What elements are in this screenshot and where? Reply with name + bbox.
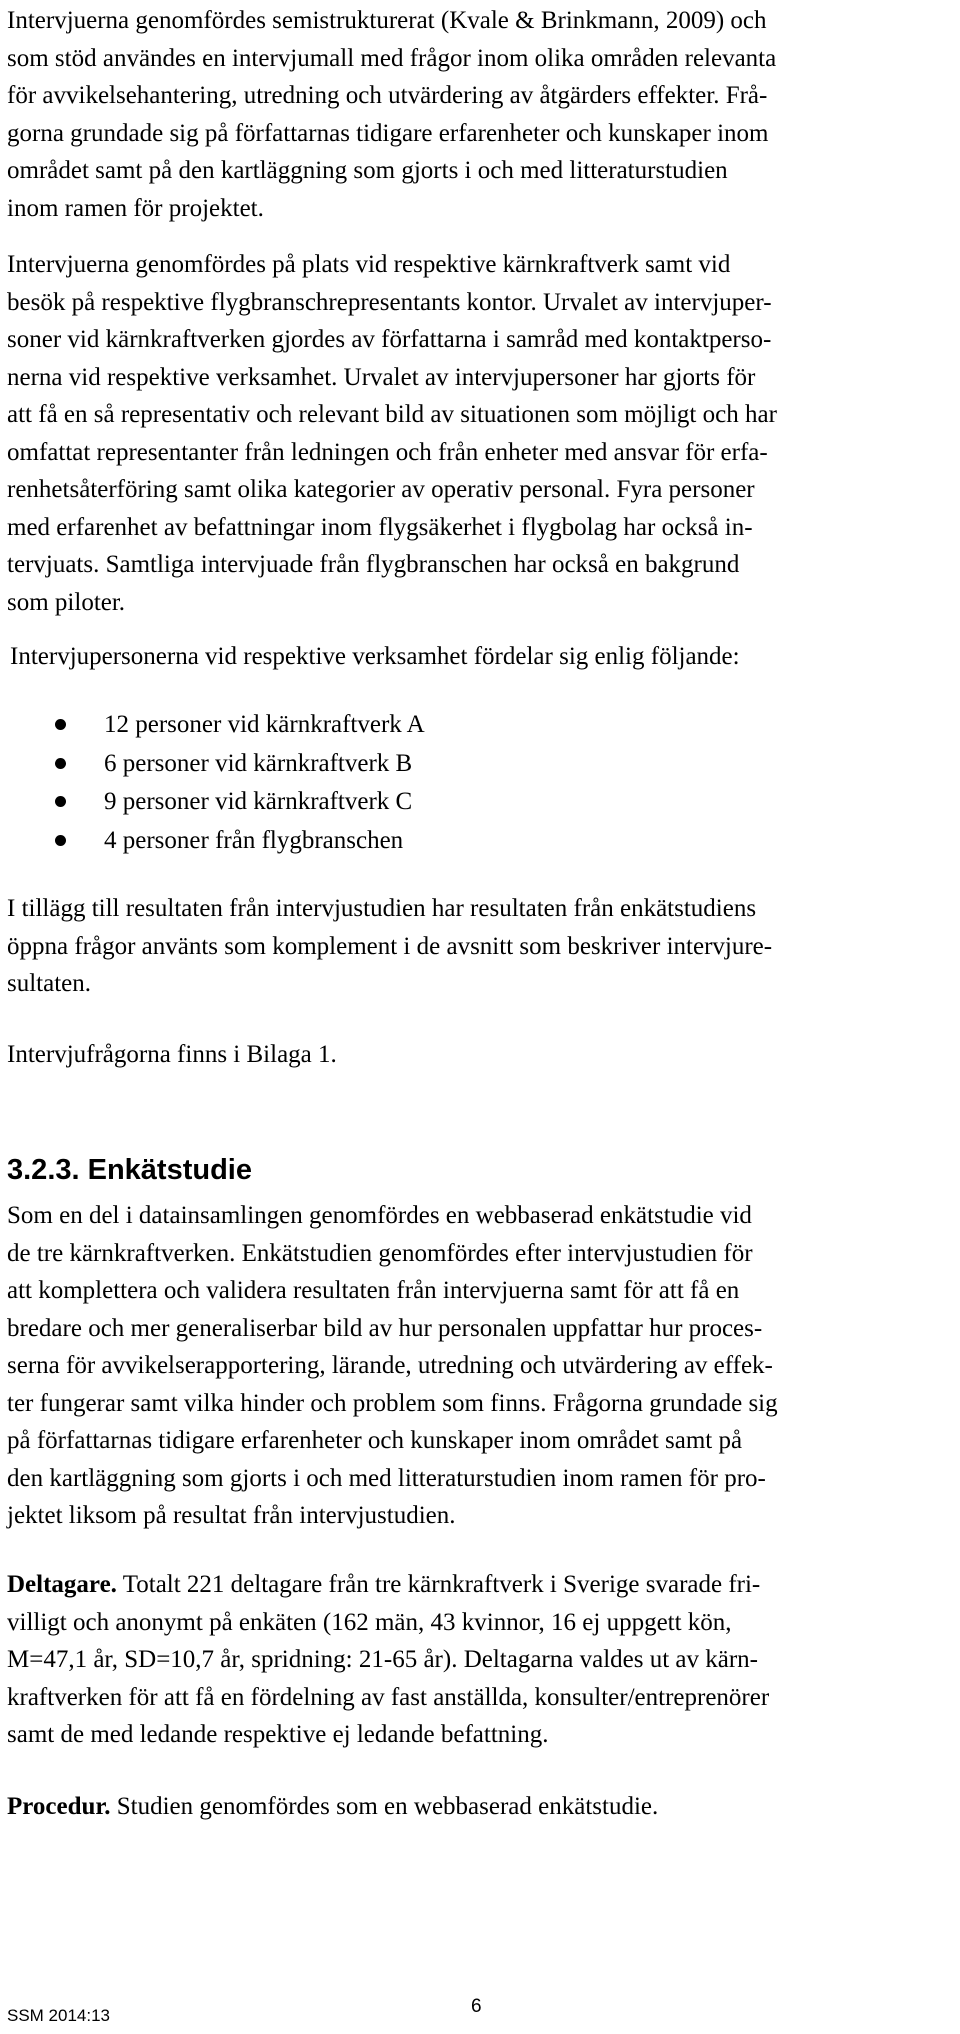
text-line: Procedur. Studien genomfördes som en webbaserad enkätstudie.	[7, 1793, 659, 1820]
text-line: att komplettera och validera resultaten från intervjuerna samt för att få en	[7, 1277, 740, 1304]
participants-label: Deltagare.	[7, 1571, 117, 1598]
text-line: för avvikelsehantering, utredning och utvärdering av åtgärders effekter. Frå-	[7, 82, 768, 109]
text-line: Som en del i datainsamlingen genomfördes en webbaserad enkätstudie vid	[7, 1202, 752, 1229]
list-item: 9 personer vid kärnkraftverk C	[0, 783, 960, 822]
list-item: 12 personer vid kärnkraftverk A	[0, 706, 960, 745]
text-line: besök på respektive flygbranschrepresentants kontor. Urvalet av intervjuper-	[7, 288, 772, 316]
paragraph-survey-complement	[7, 890, 951, 1003]
text-line: som stöd användes en intervjumall med frågor inom olika områden relevanta	[7, 44, 777, 72]
text-line: Deltagare. Totalt 221 deltagare från tre kärnkraftverk i Sverige svarade fri-	[7, 1571, 761, 1598]
text-line: M=47,1 år, SD=10,7 år, spridning: 21-65 år). Deltagarna valdes ut av kärn-	[7, 1646, 759, 1673]
paragraph-distribution-intro: Intervjupersonerna vid respektive verksamhet fördelar sig enlig följande:	[10, 643, 740, 670]
page-number: 6	[471, 1996, 482, 2017]
text-line: att få en så representativ och relevant bild av situationen som möjligt och har	[7, 401, 777, 428]
paragraph-procedure	[7, 1788, 951, 1826]
text-line: villigt och anonymt på enkäten (162 män, 43 kvinnor, 16 ej uppgett kön,	[7, 1608, 732, 1636]
section-heading: 3.2.3. Enkätstudie	[7, 1154, 252, 1186]
text-line: de tre kärnkraftverken. Enkätstudien genomfördes efter intervjustudien för	[7, 1239, 753, 1267]
text-line: som piloter.	[7, 588, 126, 616]
text-line: med erfarenhet av befattningar inom flygsäkerhet i flygbolag har också in-	[7, 513, 753, 541]
text-line: samt de med ledande respektive ej ledande befattning.	[7, 1721, 549, 1748]
bullet-icon	[55, 796, 66, 807]
text-line: öppna frågor använts som komplement i de avsnitt som beskriver intervjure-	[7, 932, 773, 960]
text-line: Intervjuerna genomfördes semistrukturerat (Kvale & Brinkmann, 2009) och	[7, 7, 767, 34]
text-line: renhetsåterföring samt olika kategorier av operativ personal. Fyra personer	[7, 476, 755, 503]
report-id: SSM 2014:13	[7, 2006, 111, 2025]
text-line: soner vid kärnkraftverken gjordes av författarna i samråd med kontaktperso-	[7, 326, 772, 353]
text-line: sultaten.	[7, 970, 92, 997]
text-line: omfattat representanter från ledningen och från enheter med ansvar för erfa-	[7, 438, 768, 466]
procedure-label: Procedur.	[7, 1793, 111, 1820]
text-line: ter fungerar samt vilka hinder och problem som finns. Frågorna grundade sig	[7, 1389, 778, 1417]
bullet-icon	[55, 719, 66, 730]
text-line: serna för avvikelserapportering, lärande, utredning och utvärdering av effek-	[7, 1352, 773, 1379]
paragraph-survey-description	[7, 1197, 951, 1535]
paragraph-participants	[7, 1566, 951, 1754]
list-item: 6 personer vid kärnkraftverk B	[0, 745, 960, 784]
text-line: området samt på den kartläggning som gjorts i och med litteraturstudien	[7, 157, 728, 184]
paragraph-interview-selection	[7, 246, 951, 621]
bullet-icon	[55, 835, 66, 846]
paragraph-appendix-reference: Intervjufrågorna finns i Bilaga 1.	[7, 1041, 337, 1068]
text-line: kraftverken för att få en fördelning av fast anställda, konsulter/entreprenörer	[7, 1683, 770, 1711]
text-line: tervjuats. Samtliga intervjuade från flygbranschen har också en bakgrund	[7, 551, 740, 578]
text-line: gorna grundade sig på författarnas tidigare erfarenheter och kunskaper inom	[7, 119, 769, 147]
interviewee-list	[0, 706, 960, 860]
paragraph-interview-method	[7, 2, 951, 227]
text-line: I tillägg till resultaten från intervjustudien har resultaten från enkätstudiens	[7, 895, 757, 922]
list-item: 4 personer från flygbranschen	[0, 822, 960, 861]
text-line: jektet liksom på resultat från intervjustudien.	[7, 1502, 456, 1529]
bullet-icon	[55, 758, 66, 769]
text-line: bredare och mer generaliserbar bild av hur personalen uppfattar hur proces-	[7, 1314, 763, 1342]
text-line: den kartläggning som gjorts i och med litteraturstudien inom ramen för pro-	[7, 1464, 766, 1492]
text-line: Intervjuerna genomfördes på plats vid respektive kärnkraftverk samt vid	[7, 251, 731, 278]
text-line: inom ramen för projektet.	[7, 194, 264, 222]
text-line: på författarnas tidigare erfarenheter och kunskaper inom området samt på	[7, 1427, 743, 1454]
text-line: nerna vid respektive verksamhet. Urvalet av intervjupersoner har gjorts för	[7, 363, 756, 391]
